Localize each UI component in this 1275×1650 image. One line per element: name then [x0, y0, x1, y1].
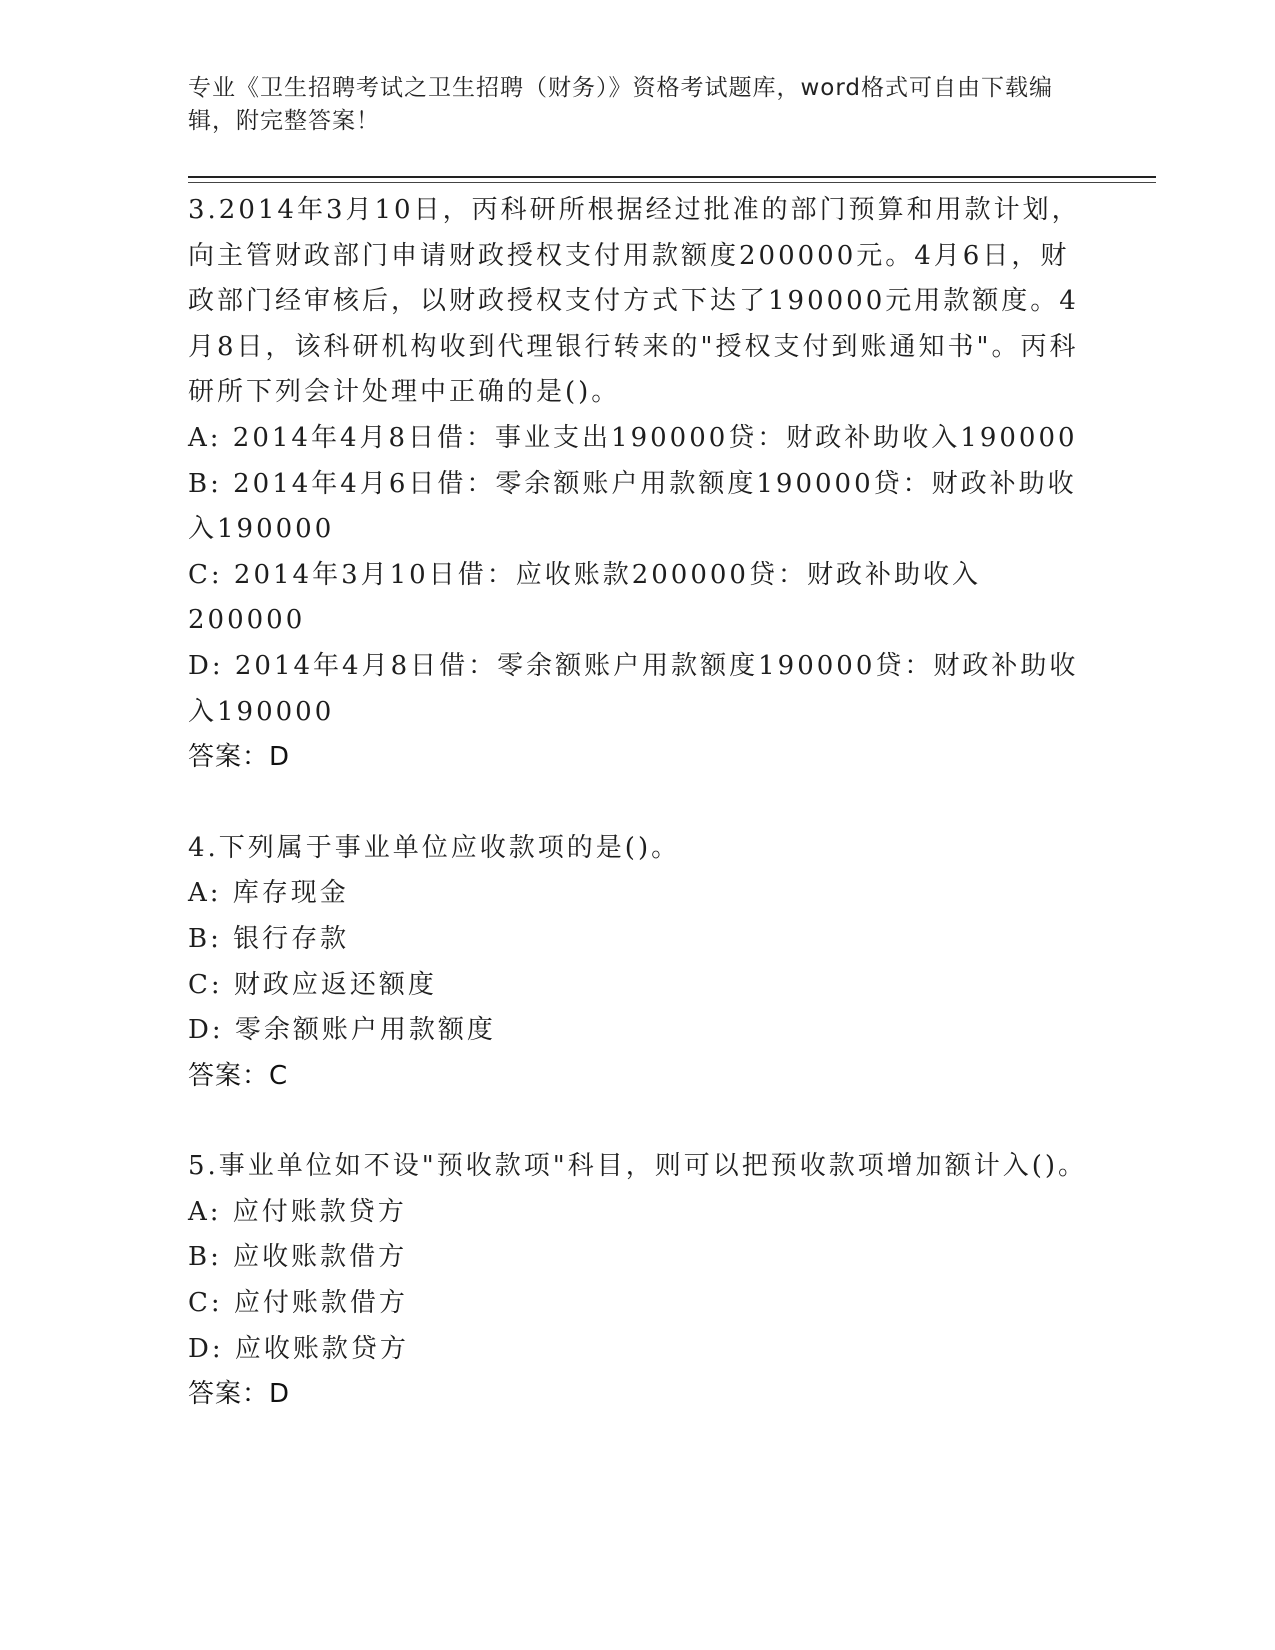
question-list	[188, 188, 1088, 1418]
answer-label: 答案：D	[188, 1379, 291, 1410]
question-4	[188, 826, 1088, 1100]
option-a: A: 2014年4月8日借：事业支出190000贷：财政补助收入190000	[188, 422, 1078, 453]
option-c: C: 应付账款借方	[188, 1288, 408, 1319]
question-stem: 4.下列属于事业单位应收款项的是()。	[188, 832, 681, 863]
option-a: A: 应付账款贷方	[188, 1196, 407, 1227]
question-3	[188, 188, 1088, 781]
option-a: A: 库存现金	[188, 878, 349, 909]
question-spacer	[188, 781, 1088, 826]
answer-label: 答案：C	[188, 1060, 289, 1091]
document-header: 专业《卫生招聘考试之卫生招聘（财务）》资格考试题库，word格式可自由下载编辑，附完整答案！	[188, 75, 1054, 134]
option-c: C: 2014年3月10日借：应收账款200000贷：财政补助收入200000	[188, 559, 981, 636]
header-rule-thin	[188, 182, 1156, 183]
option-b: B: 应收账款借方	[188, 1242, 408, 1273]
question-stem: 3.2014年3月10日，丙科研所根据经过批准的部门预算和用款计划，向主管财政部门申请财政授权支付用款额度200000元。4月6日，财政部门经审核后，以财政授权支付方式下达了190000元用款额度。4月8日，该科研机构收到代理银行转来的"授权支付到账通知书"。丙科研所下列会计处理中正确的是()。	[188, 195, 1081, 408]
option-d: D: 应收账款贷方	[188, 1333, 409, 1364]
answer-label: 答案：D	[188, 742, 291, 773]
header-rule-thick	[188, 176, 1156, 178]
option-b: B: 2014年4月6日借：零余额账户用款额度190000贷：财政补助收入190000	[188, 468, 1077, 545]
question-stem: 5.事业单位如不设"预收款项"科目，则可以把预收款项增加额计入()。	[188, 1151, 1088, 1182]
question-5	[188, 1144, 1088, 1418]
option-c: C: 财政应返还额度	[188, 969, 437, 1000]
question-spacer	[188, 1099, 1088, 1144]
option-b: B: 银行存款	[188, 923, 350, 954]
option-d: D: 2014年4月8日借：零余额账户用款额度190000贷：财政补助收入190000	[188, 650, 1079, 727]
option-d: D: 零余额账户用款额度	[188, 1015, 496, 1046]
